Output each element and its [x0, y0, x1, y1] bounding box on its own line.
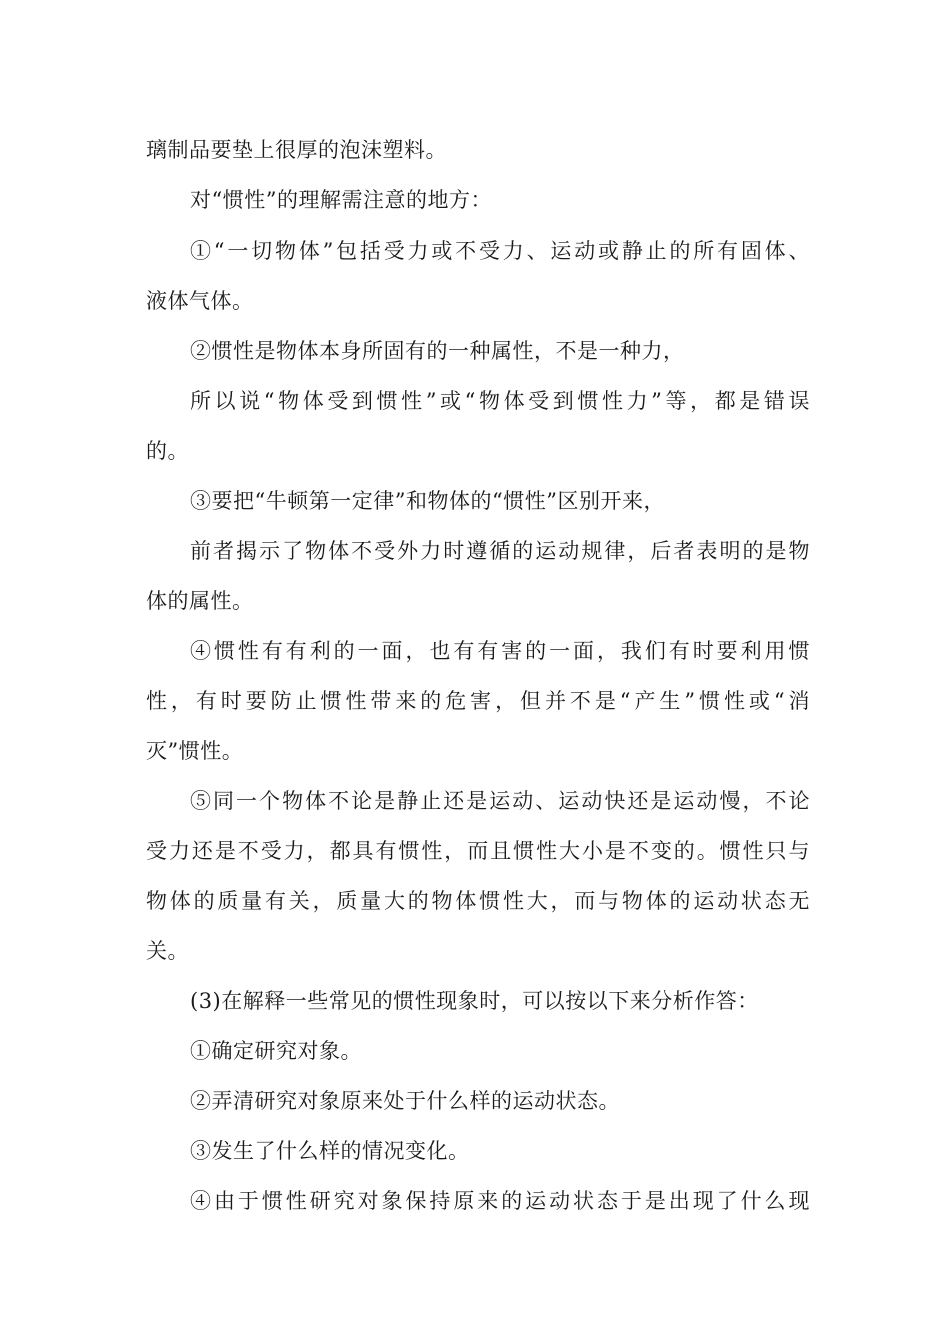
paragraph-line-17: 关。: [146, 939, 189, 963]
paragraph-line-4: 液体气体。: [146, 289, 254, 313]
paragraph-line-2: 对“惯性”的理解需注意的地方：: [190, 188, 492, 212]
paragraph-line-13: 灭”惯性。: [146, 739, 244, 763]
paragraph-line-20: ②弄清研究对象原来处于什么样的运动状态。: [190, 1089, 620, 1113]
paragraph-line-7: 的。: [146, 439, 189, 463]
paragraph-line-1: 璃制品要垫上很厚的泡沫塑料。: [146, 138, 447, 162]
paragraph-line-21: ③发生了什么样的情况变化。: [190, 1139, 470, 1163]
paragraph-line-10: 体的属性。: [146, 589, 254, 613]
paragraph-line-11: ④惯性有有利的一面，也有有害的一面，我们有时要利用惯: [190, 639, 810, 663]
paragraph-line-6: 所以说“物体受到惯性”或“物体受到惯性力”等，都是错误: [190, 389, 810, 413]
paragraph-line-18: (3)在解释一些常见的惯性现象时，可以按以下来分析作答：: [190, 989, 759, 1013]
paragraph-line-19: ①确定研究对象。: [190, 1039, 362, 1063]
paragraph-line-12: 性，有时要防止惯性带来的危害，但并不是“产生”惯性或“消: [146, 689, 810, 713]
paragraph-line-8: ③要把“牛顿第一定律”和物体的“惯性”区别开来，: [190, 489, 665, 513]
paragraph-line-3: ①“一切物体”包括受力或不受力、运动或静止的所有固体、: [190, 239, 810, 263]
paragraph-line-22: ④由于惯性研究对象保持原来的运动状态于是出现了什么现: [190, 1189, 810, 1213]
paragraph-line-5: ②惯性是物体本身所固有的一种属性，不是一种力，: [190, 339, 685, 363]
paragraph-line-15: 受力还是不受力，都具有惯性，而且惯性大小是不变的。惯性只与: [146, 839, 810, 863]
paragraph-line-14: ⑤同一个物体不论是静止还是运动、运动快还是运动慢，不论: [190, 789, 810, 813]
paragraph-line-16: 物体的质量有关，质量大的物体惯性大，而与物体的运动状态无: [146, 889, 810, 913]
paragraph-line-9: 前者揭示了物体不受外力时遵循的运动规律，后者表明的是物: [190, 539, 810, 563]
